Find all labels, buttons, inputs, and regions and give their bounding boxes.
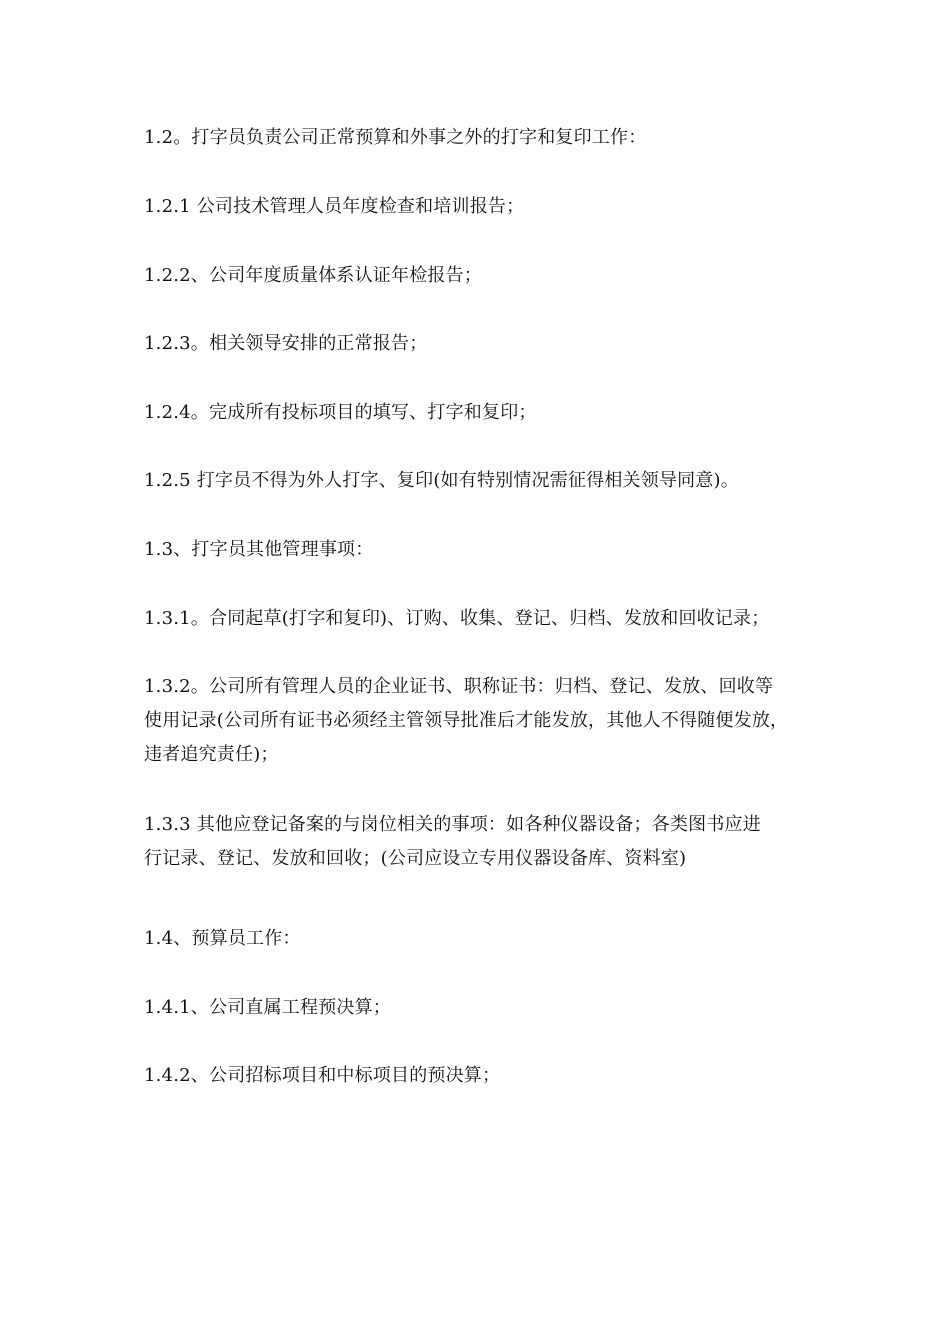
text-line: 1.3.2。公司所有管理人员的企业证书、职称证书：归档、登记、发放、回收等 <box>144 676 774 697</box>
text-line: 行记录、登记、发放和回收；(公司应设立专用仪器设备库、资料室) <box>144 848 687 869</box>
paragraph-1-2-3 <box>144 327 824 361</box>
paragraph-1-2-5 <box>144 464 824 498</box>
paragraph-1-4 <box>144 922 824 956</box>
paragraph-1-2 <box>144 121 824 155</box>
text-line: 1.2.2、公司年度质量体系认证年检报告； <box>144 265 482 286</box>
paragraph-1-2-4 <box>144 396 824 430</box>
paragraph-1-3-1 <box>144 602 824 636</box>
paragraph-1-2-2 <box>144 259 824 293</box>
paragraph-1-3-2 <box>144 670 824 772</box>
text-line: 1.4.2、公司招标项目和中标项目的预决算； <box>144 1065 501 1086</box>
paragraph-1-3-3 <box>144 808 824 876</box>
paragraph-1-2-1 <box>144 190 824 224</box>
text-line: 1.2.5 打字员不得为外人打字、复印(如有特别情况需征得相关领导同意)。 <box>144 470 739 491</box>
text-line: 1.2。打字员负责公司正常预算和外事之外的打字和复印工作： <box>144 127 647 148</box>
text-line: 1.2.1 公司技术管理人员年度检查和培训报告； <box>144 196 525 217</box>
paragraph-1-4-1 <box>144 991 824 1025</box>
paragraph-1-3 <box>144 533 824 567</box>
text-line: 违者追究责任)； <box>144 744 279 765</box>
text-line: 1.2.3。相关领导安排的正常报告； <box>144 333 428 354</box>
text-line: 1.2.4。完成所有投标项目的填写、打字和复印； <box>144 402 537 423</box>
text-line: 1.3.3 其他应登记备案的与岗位相关的事项：如各种仪器设备；各类图书应进 <box>144 814 761 835</box>
text-line: 1.4、预算员工作： <box>144 928 301 949</box>
text-line: 使用记录(公司所有证书必须经主管领导批准后才能发放，其他人不得随便发放， <box>144 710 789 731</box>
text-line: 1.3.1。合同起草(打字和复印)、订购、收集、登记、归档、发放和回收记录； <box>144 608 770 629</box>
paragraph-1-4-2 <box>144 1059 824 1093</box>
text-line: 1.3、打字员其他管理事项： <box>144 539 374 560</box>
text-line: 1.4.1、公司直属工程预决算； <box>144 997 391 1018</box>
